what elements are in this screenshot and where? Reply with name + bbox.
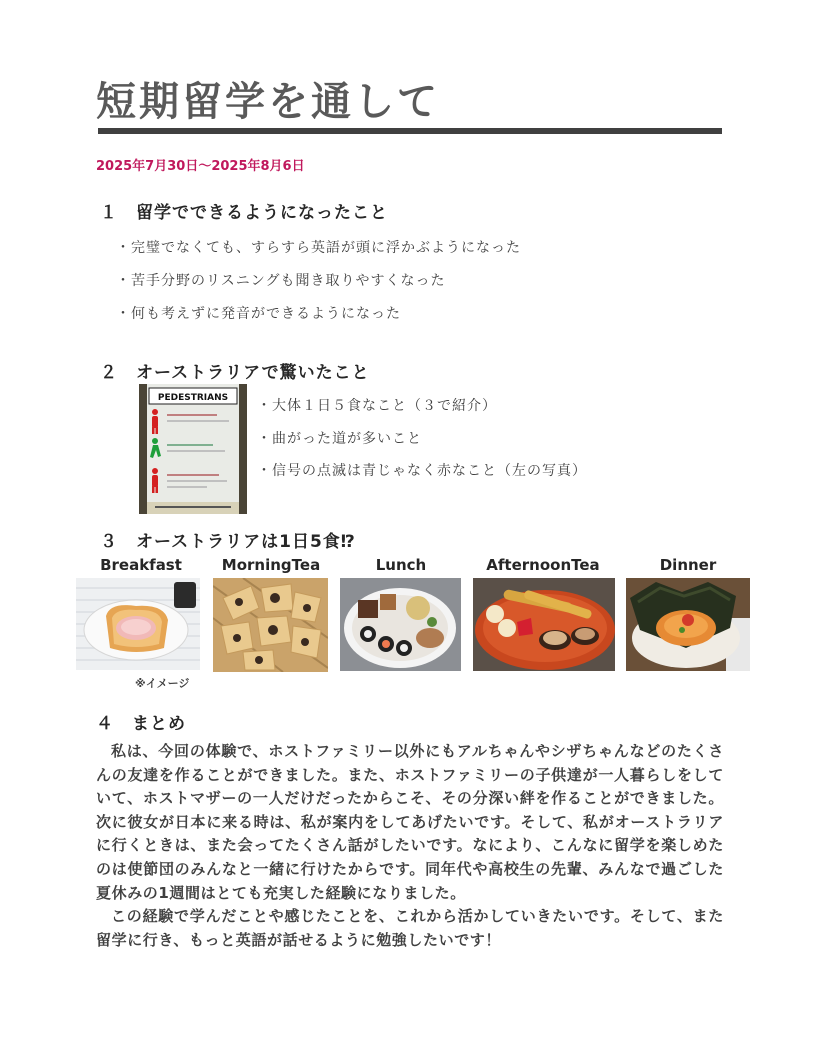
section1-item: ・何も考えずに発音ができるようになった (116, 306, 401, 322)
meal-label-afternoon-tea: AfternoonTea (486, 556, 600, 574)
section2-item: ・信号の点滅は青じゃなく赤なこと（左の写真） (257, 463, 587, 479)
morning-tea-photo (213, 578, 328, 672)
section3-heading: ３ オーストラリアは1日5食⁉ (100, 532, 356, 552)
summary-paragraph: この経験で学んだことや感じたことを、これから活かしていきたいです。そして、また留学に行き、もっと英語が話せるように勉強したいです！ (96, 907, 724, 949)
lunch-photo (340, 578, 461, 671)
dinner-photo (626, 578, 750, 671)
sign-title: PEDESTRIANS (157, 393, 229, 403)
pedestrian-signal-photo (139, 384, 247, 514)
section2-item: ・曲がった道が多いこと (257, 431, 422, 447)
meal-label-morning-tea: MorningTea (221, 556, 321, 574)
meal-label-lunch: Lunch (375, 556, 427, 574)
section2-heading: ２ オーストラリアで驚いたこと (100, 363, 370, 383)
meal-label-breakfast: Breakfast (100, 556, 182, 574)
breakfast-photo (76, 578, 200, 670)
summary-text (96, 740, 724, 952)
section1-item: ・完璧でなくても、すらすら英語が頭に浮かぶようになった (116, 240, 521, 256)
section1-heading: １ 留学でできるようになったこと (100, 203, 388, 223)
page-title: 短期留学を通して (96, 79, 440, 125)
date-range: 2025年7月30日～2025年8月6日 (96, 159, 305, 174)
section1-item: ・苦手分野のリスニングも聞き取りやすくなった (116, 273, 446, 289)
summary-paragraph: 私は、今回の体験で、ホストファミリー以外にもアルちゃんやシザちゃんなどのたくさんの友達を作ることができました。また、ホストファミリーの子供達が一人暮らしをしていて、ホストマザーの一人だけだったからこそ、その分深い絆を作ることができました。次に彼女が日本に来る時は、私が案内をしてあげたいです。そして、私がオーストラリアに行くときは、また会ってたくさん話がしたいです。なにより、こんなに留学を楽しめたのは使節団のみんなと一緒に行けたからです。同年代や高校生の先輩、みんなで過ごした夏休みの1週間はとても充実した経験になりました。 (96, 742, 724, 902)
afternoon-tea-photo (473, 578, 615, 671)
meal-label-dinner: Dinner (659, 556, 717, 574)
title-underline (98, 128, 722, 134)
section2-item: ・大体１日５食なこと（３で紹介） (257, 398, 497, 414)
section4-heading: ４ まとめ (96, 714, 186, 734)
image-note: ※イメージ (135, 677, 190, 690)
